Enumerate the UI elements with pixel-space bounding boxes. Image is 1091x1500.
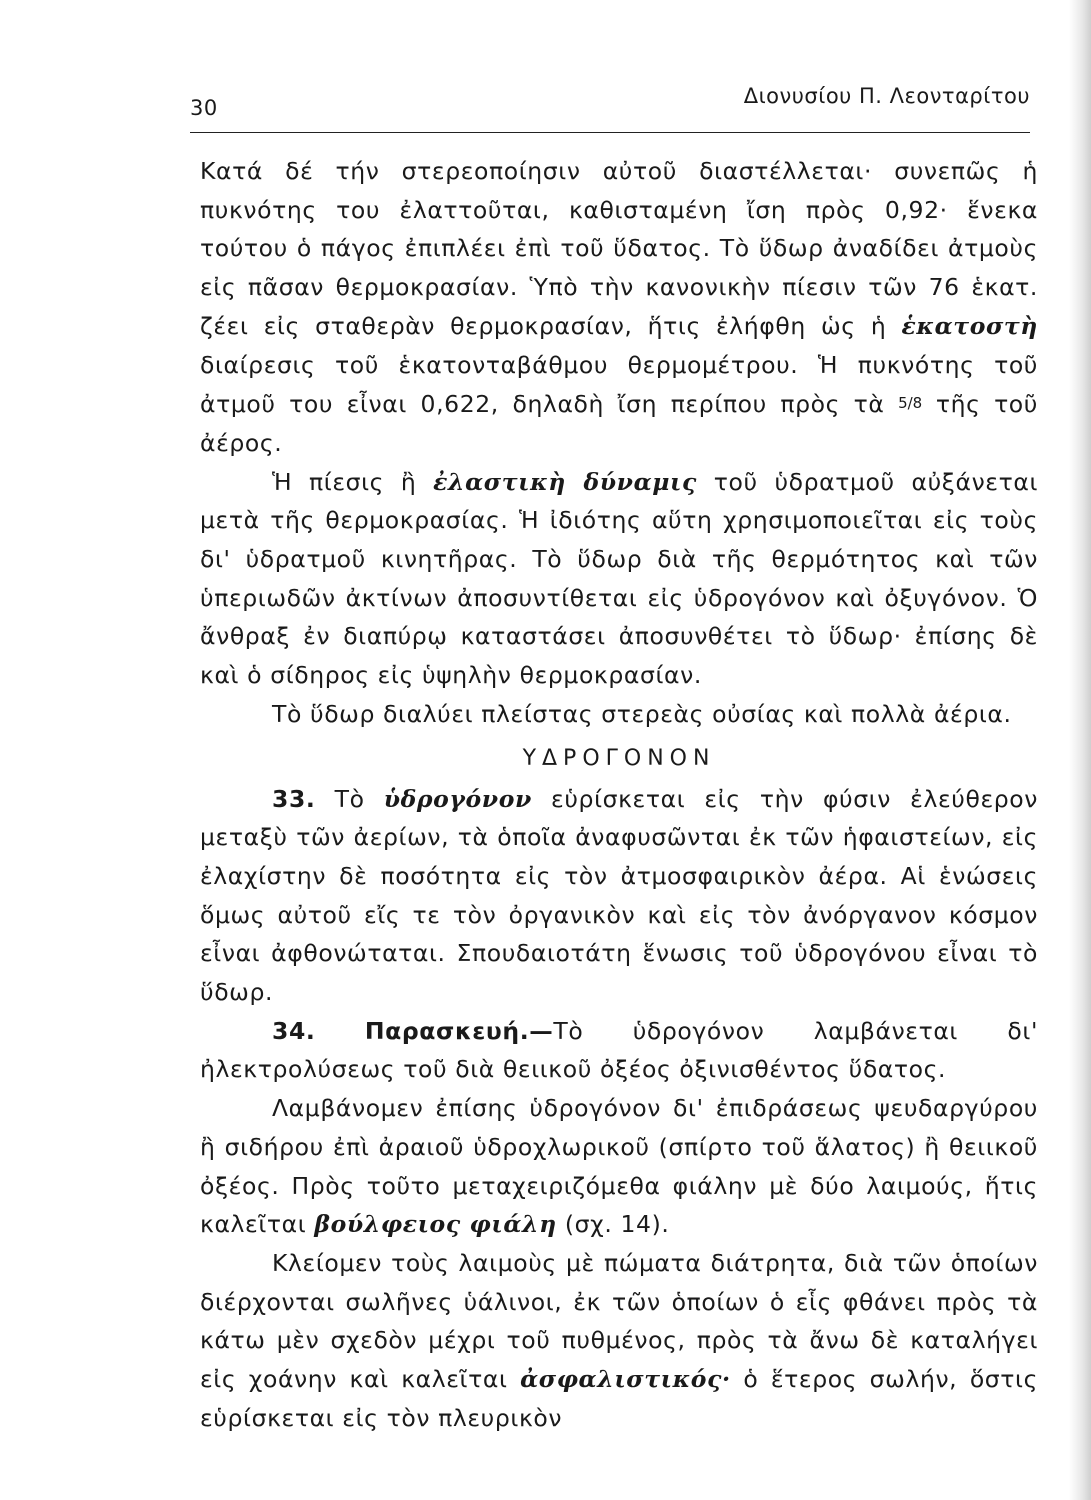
fraction: 5/8 [898, 394, 923, 413]
paragraph-2-text-b: τοῦ ὑδρατμοῦ αὐξάνεται μετὰ τῆς θερμοκρασίας. Ἡ ἰδιότης αὕτη χρησιμοποιεῖται εἰς τοὺς δι' ὑδρατμοῦ κινητῆρας. Τὸ ὕδωρ διὰ τῆς θερμότητος καὶ τῶν ὑπεριωδῶν ἀκτίνων ἀποσυντίθεται εἰς ὑδρογόνον καὶ ὀξυγόνον. Ὁ ἄνθραξ ἐν διαπύρῳ καταστάσει ἀποσυνθέτει τὸ ὕδωρ· ἐπίσης δὲ καὶ ὁ σίδηρος εἰς ὑψηλὴν θερμοκρασίαν. [200, 467, 1039, 690]
paragraph-7-text-b: ὁ ἕτερος σωλήν, ὅστις εὑρίσκεται εἰς τὸν πλευρικὸν [200, 1365, 1038, 1432]
paragraph-6-text-b: (σχ. 14). [564, 1210, 670, 1239]
paragraph-34-text: Τὸ ὑδρογόνον λαμβάνεται δι' ἠλεκτρολύσεως τοῦ διὰ θειικοῦ ὀξέος ὀξινισθέντος ὕδατος. [200, 1016, 1039, 1084]
term-voulfeios-fiali: βούλφειος φιάλη [314, 1210, 557, 1239]
term-ydrogonon: ὑδρογόνον [383, 784, 532, 813]
paragraph-1-text: Κατά δέ τήν στερεοποίησιν αὐτοῦ διαστέλλεται· συνεπῶς ἡ πυκνότης του ἐλαττοῦται, καθισταμένη ἴση πρὸς 0,92· ἕνεκα τούτου ὁ πάγος ἐπιπλέει ἐπὶ τοῦ ὕδατος. Τὸ ὕδωρ ἀναδίδει ἀτμοὺς εἰς πᾶσαν θερμοκρασίαν. Ὑπὸ τὴν κανονικὴν πίεσιν τῶν 76 ἑκατ. ζέει εἰς σταθερὰν θερμοκρασίαν, ἥτις ἐλήφθη ὡς ἡ [200, 157, 1038, 340]
page-number: 30 [190, 96, 218, 120]
paragraph-7-text: Κλείομεν τοὺς λαιμοὺς μὲ πώματα διάτρητα, διὰ τῶν ὁποίων διέρχονται σωλῆνες ὑάλινοι, ἐκ τῶν ὁποίων ὁ εἷς φθάνει πρὸς τὰ κάτω μὲν σχεδὸν μέχρι τοῦ πυθμένος, πρὸς τὰ ἄνω δὲ καταλήγει εἰς χοάνην καὶ καλεῖται [200, 1248, 1038, 1394]
paragraph-1-text-b: διαίρεσις τοῦ ἑκατονταβάθμου θερμομέτρου. Ἡ πυκνότης τοῦ ἀτμοῦ του εἶναι 0,622, δηλαδὴ ἴση περίπου πρὸς τὰ [200, 350, 1038, 419]
paragraph-2 [200, 463, 1038, 695]
paragraph-1-text-c: τῆς τοῦ ἀέρος. [200, 390, 1038, 457]
section-heading: ΥΔΡΟΓΟΝΟΝ [522, 745, 716, 771]
paragraph-3: Τὸ ὕδωρ διαλύει πλείστας στερεὰς οὐσίας καὶ πολλὰ ἀέρια. [272, 699, 1012, 728]
section-number-33: 33. [272, 784, 316, 813]
paragraph-33-text-b: εὑρίσκεται εἰς τὴν φύσιν ἐλεύθερον μεταξὺ τῶν ἀερίων, τὰ ὁποῖα ἀναφυσῶνται ἐκ τῶν ἡφαιστείων, εἰς ἐλαχίστην δὲ ποσότητα εἰς τὸν ἀτμοσφαιρικὸν ἀέρα. Αἱ ἑνώσεις ὅμως αὐτοῦ εἴς τε τὸν ὀργανικὸν καὶ εἰς τὸν ἀνόργανον κόσμον εἶναι ἀφθονώταται. Σπουδαιοτάτη ἕνωσις τοῦ ὑδρογόνου εἶναι τὸ ὕδωρ. [200, 784, 1038, 1007]
paragraph-33-text: Τὸ [334, 784, 365, 813]
paragraph-1 [200, 152, 1038, 463]
term-paraskevi: Παρασκευή.— [364, 1016, 554, 1045]
paragraph-33 [200, 780, 1038, 1012]
scan-edge-shadow [1069, 0, 1091, 1500]
page-header [190, 84, 1030, 124]
term-ekatosti: ἑκατοστὴ [901, 311, 1038, 340]
paragraph-2-text: Ἡ πίεσις ἢ [272, 467, 417, 496]
paragraph-6-text: Λαμβάνομεν ἐπίσης ὑδρογόνον δι' ἐπιδράσεως ψευδαργύρου ἢ σιδήρου ἐπὶ ἀραιοῦ ὑδροχλωρικοῦ (σπίρτο τοῦ ἅλατος) ἢ θειικοῦ ὀξέος. Πρὸς τοῦτο μεταχειριζόμεθα φιάλην μὲ δύο λαιμούς, ἥτις καλεῖται [200, 1094, 1038, 1239]
section-number-34: 34. [272, 1016, 316, 1045]
paragraph-34 [200, 1012, 1038, 1089]
term-elastiki-dynamis: ἐλαστικὴ δύναμις [433, 467, 697, 496]
term-asfalistikos: ἀσφαλιστικός· [520, 1365, 731, 1394]
page-body [200, 152, 1038, 1438]
header-rule [190, 132, 1030, 133]
running-head: Διονυσίου Π. Λεονταρίτου [743, 84, 1030, 108]
paragraph-6 [200, 1089, 1038, 1244]
paragraph-7 [200, 1244, 1038, 1438]
